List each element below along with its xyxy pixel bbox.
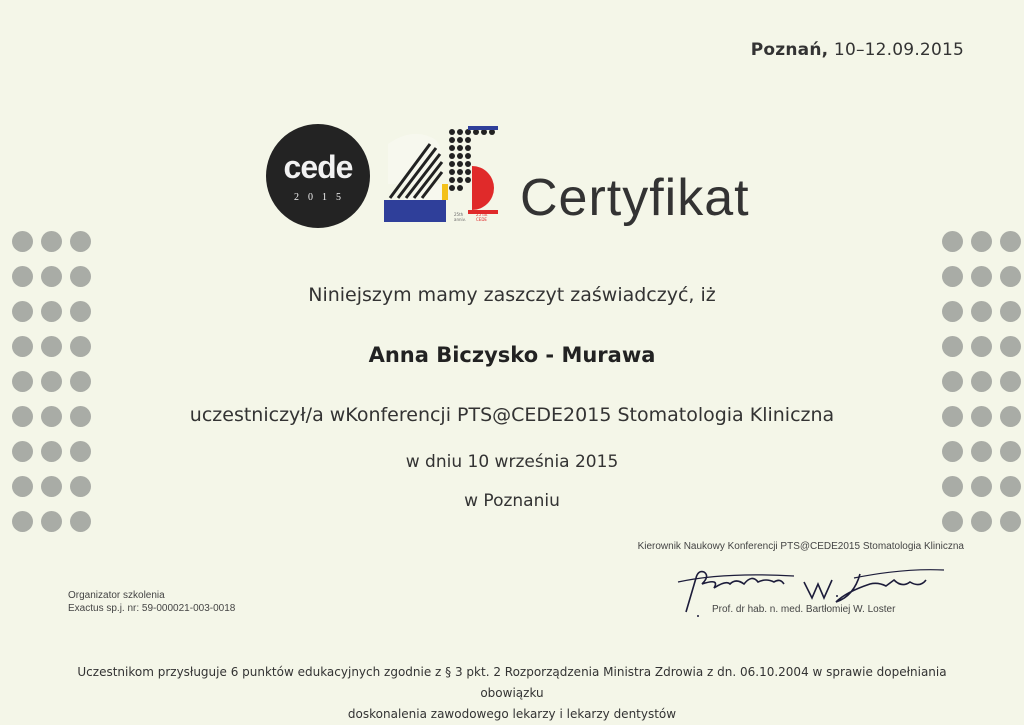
cede-logo-word: cede <box>283 149 353 185</box>
footnote-line-1: Uczestnikom przysługuje 6 punktów edukacyjnych zgodnie z § 3 pkt. 2 Rozporządzenia Ministra Zdrowia z dn. 06.10.2004 w sprawie dopełniania obowiązku <box>77 665 947 700</box>
certificate-title: Certyfikat <box>520 169 750 227</box>
anniversary-small-tag-1: 25 lat <box>476 212 488 217</box>
event-date-text: w dniu 10 września 2015 <box>405 452 619 472</box>
participation-text: uczestniczył/a wKonferencji PTS@CEDE2015 Stomatologia Kliniczna <box>189 404 835 426</box>
anniversary-small-text-1: 25th <box>454 212 464 217</box>
organizer-registration: Exactus sp.j. nr: 59-000021-003-0018 <box>68 603 236 614</box>
scientific-head-title: Kierownik Naukowy Konferencji PTS@CEDE2015 Stomatologia Kliniczna <box>637 541 964 552</box>
location-city: Poznań, <box>750 40 829 60</box>
scientific-head-name: Prof. dr hab. n. med. Bartłomiej W. Loster <box>712 604 896 615</box>
cede-logo-year: 2015 <box>294 192 350 203</box>
education-points-footnote <box>60 662 964 725</box>
cede-logo <box>266 124 370 228</box>
location-date <box>751 40 964 60</box>
anniversary-small-text-2: anniv. <box>454 217 466 222</box>
intro-text: Niniejszym mamy zaszczyt zaświadczyć, iż <box>308 284 716 306</box>
footnote-line-2: doskonalenia zawodowego lekarzy i lekarzy dentystów <box>347 707 677 721</box>
organizer-label: Organizator szkolenia <box>68 590 165 601</box>
event-dates: 10–12.09.2015 <box>833 40 964 60</box>
anniversary-25-logo <box>384 122 504 230</box>
anniversary-small-tag-2: CEDE <box>476 217 487 222</box>
event-place-text: w Poznaniu <box>464 491 560 511</box>
recipient-name: Anna Biczysko - Murawa <box>368 343 656 367</box>
